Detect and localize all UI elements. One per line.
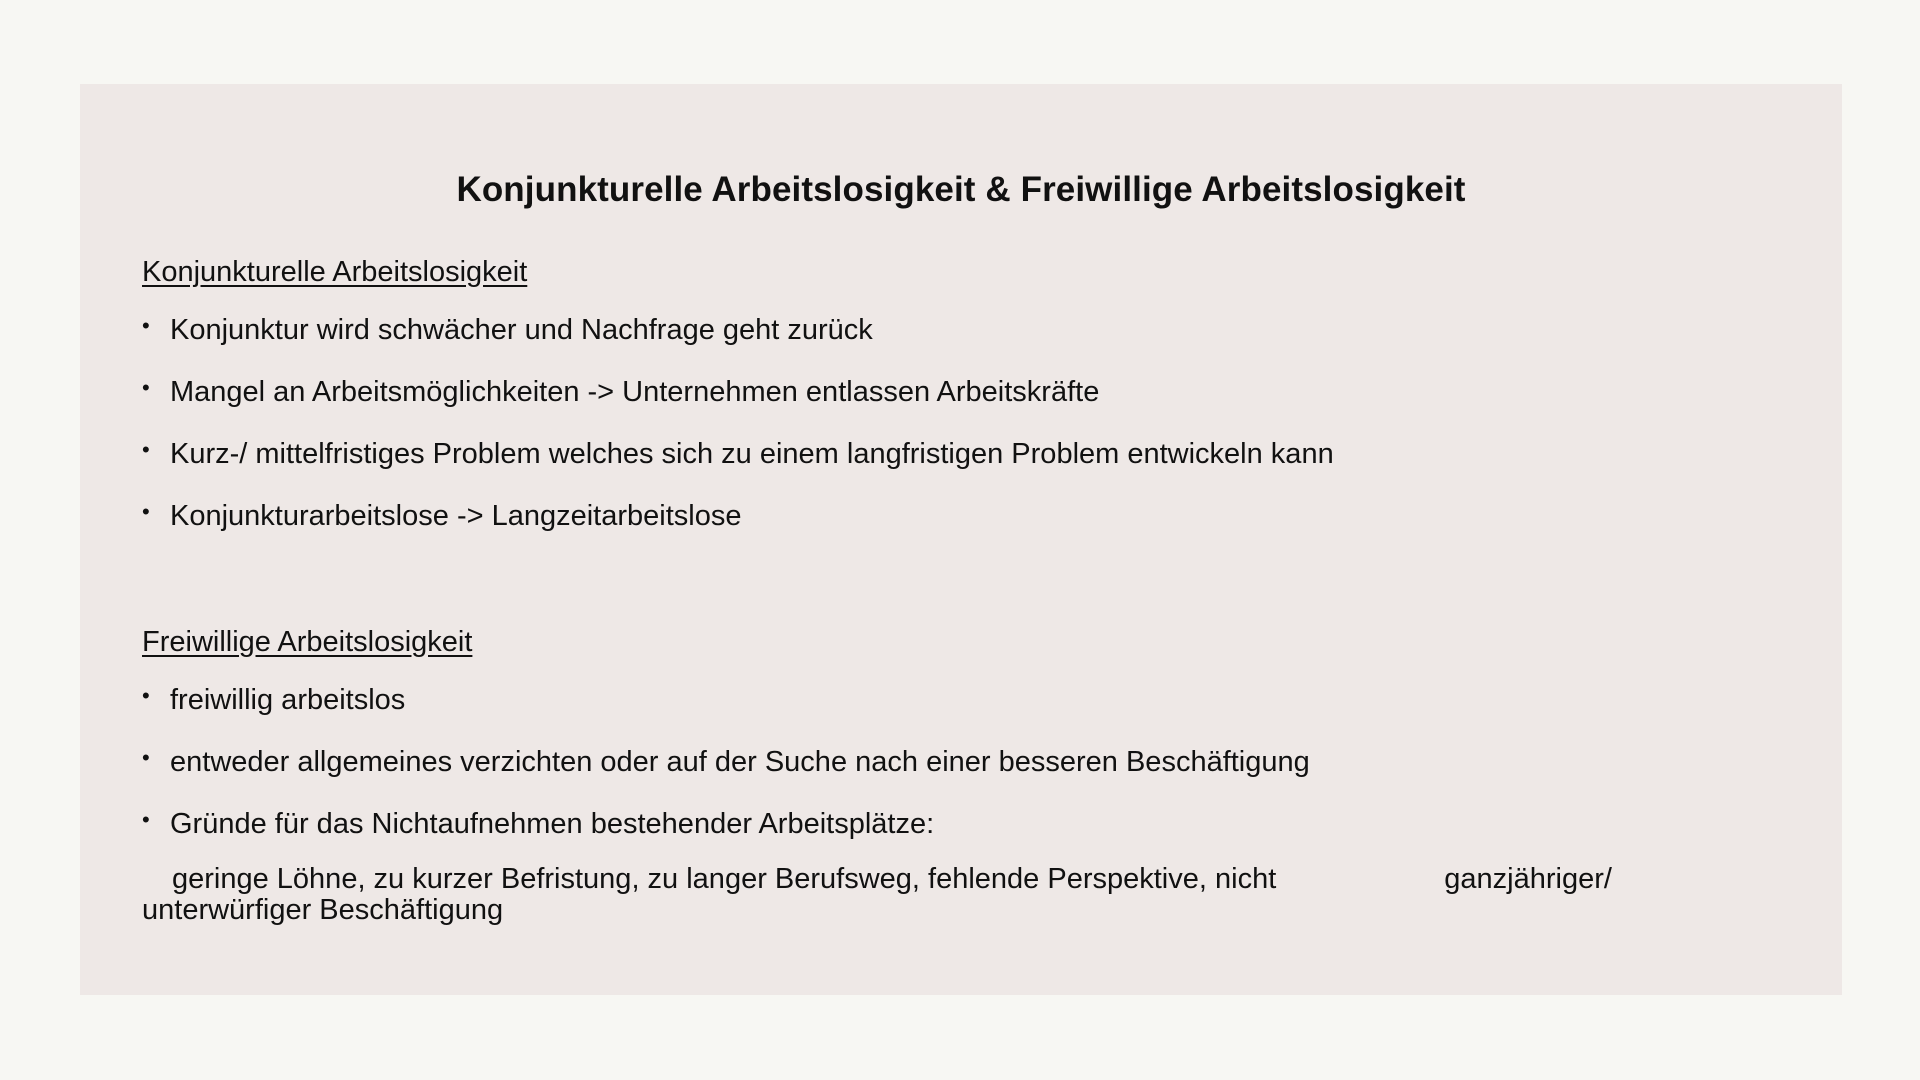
list-item <box>142 806 1792 842</box>
section-heading: Konjunkturelle Arbeitslosigkeit <box>142 256 528 288</box>
section-konjunkturelle <box>142 254 1792 560</box>
bullet-list <box>142 682 1792 842</box>
reasons-line-2: unterwürfiger Beschäftigung <box>142 894 504 926</box>
list-item-text: Mangel an Arbeitsmöglichkeiten -> Unternehmen entlassen Arbeitskräfte <box>170 376 1100 408</box>
reasons-text <box>142 864 1792 926</box>
bullet-icon: • <box>142 437 150 462</box>
bullet-icon: • <box>142 313 150 338</box>
list-item <box>142 436 1792 472</box>
section-freiwillige <box>142 624 1792 926</box>
list-item <box>142 744 1792 780</box>
bullet-icon: • <box>142 807 150 832</box>
list-item <box>142 312 1792 348</box>
section-heading: Freiwillige Arbeitslosigkeit <box>142 626 473 658</box>
list-item-text: entweder allgemeines verzichten oder auf der Suche nach einer besseren Beschäftigung <box>170 746 1310 778</box>
list-item <box>142 374 1792 410</box>
bullet-icon: • <box>142 745 150 770</box>
reasons-text-part-1: geringe Löhne, zu kurzer Befristung, zu langer Berufsweg, fehlende Perspektive, nicht <box>172 863 1277 895</box>
list-item-text: Kurz-/ mittelfristiges Problem welches sich zu einem langfristigen Problem entwickeln kann <box>170 438 1334 470</box>
list-item-text: Konjunktur wird schwächer und Nachfrage geht zurück <box>170 314 873 346</box>
reasons-text-part-2: ganzjähriger/ <box>1444 863 1612 895</box>
list-item-text: Gründe für das Nichtaufnehmen bestehender Arbeitsplätze: <box>170 808 935 840</box>
slide-title: Konjunkturelle Arbeitslosigkeit & Freiwillige Arbeitslosigkeit <box>456 170 1466 209</box>
bullet-list <box>142 312 1792 534</box>
slide <box>80 84 1842 995</box>
list-item-text: Konjunkturarbeitslose -> Langzeitarbeitslose <box>170 500 742 532</box>
reasons-line-1 <box>142 864 1792 895</box>
list-item <box>142 498 1792 534</box>
bullet-icon: • <box>142 683 150 708</box>
bullet-icon: • <box>142 499 150 524</box>
list-item-text: freiwillig arbeitslos <box>170 684 406 716</box>
bullet-icon: • <box>142 375 150 400</box>
list-item <box>142 682 1792 718</box>
